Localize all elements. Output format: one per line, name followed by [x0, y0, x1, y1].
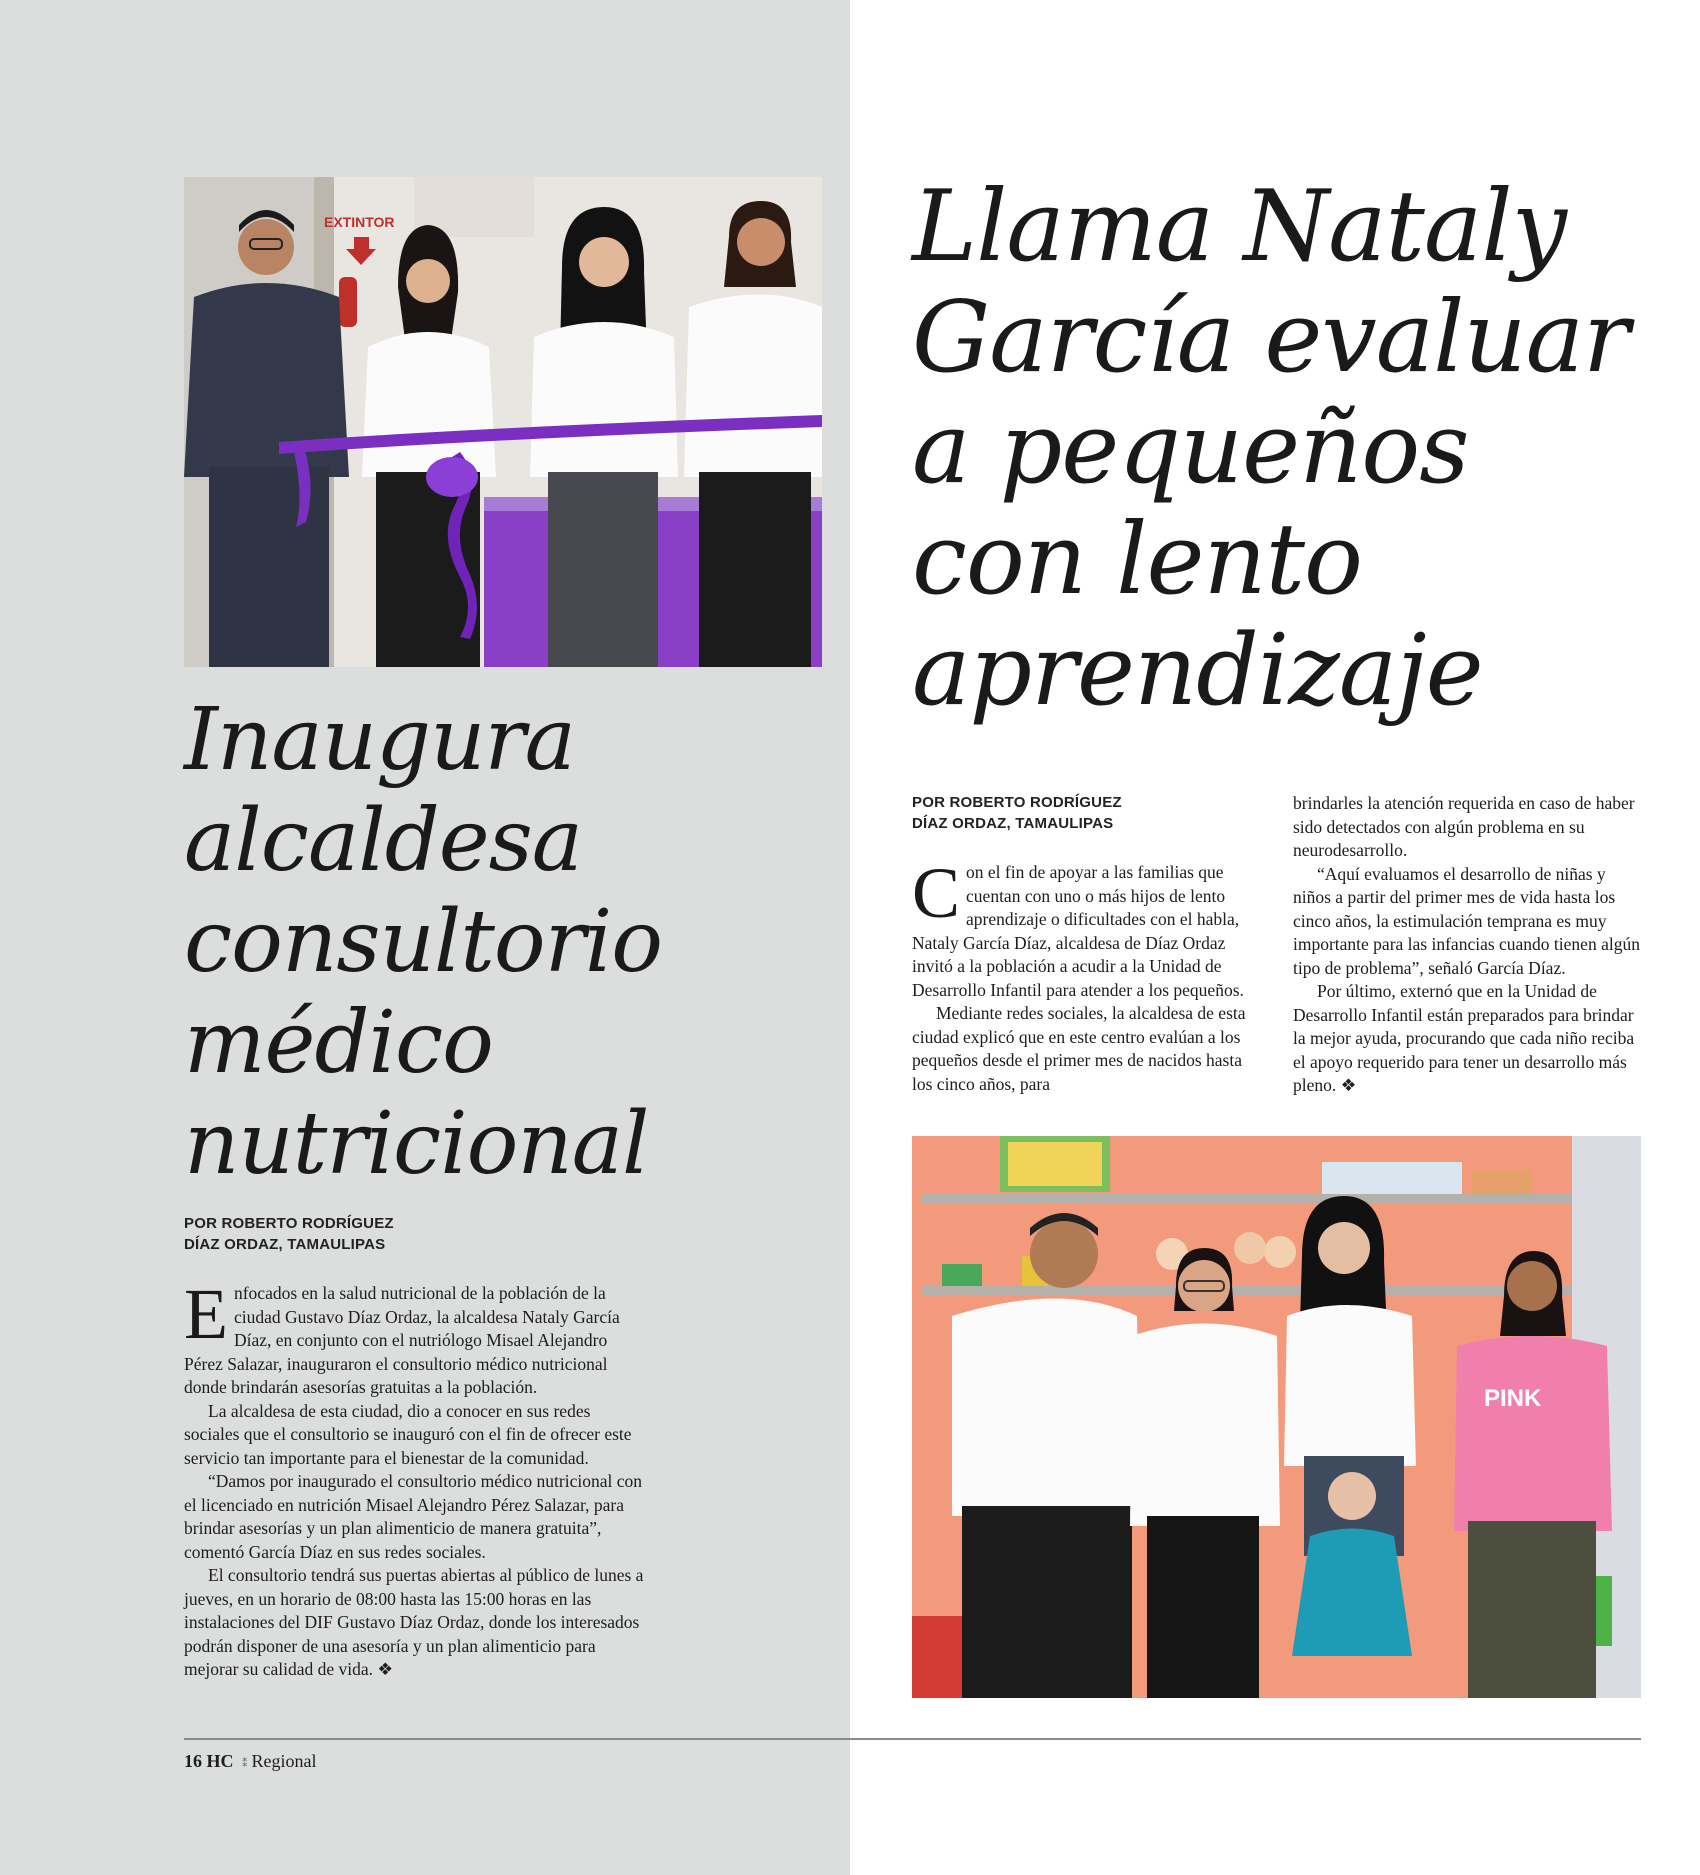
publication-name: HC [206, 1751, 234, 1771]
right-article-column-2 [1293, 792, 1641, 1098]
dropcap: E [184, 1274, 228, 1354]
left-article-headline: Inaugura alcaldesa consultorio médico nutricional [184, 690, 663, 1194]
dropcap: C [912, 853, 961, 933]
body-paragraph: Con el fin de apoyar a las familias que cuentan con uno o más hijos de lento aprendizaje o dificultades con el habla, Nataly García Díaz, alcaldesa de Díaz Ordaz invitó a la población a acudir a la Unidad de Desarrollo Infantil para atender a los pequeños. [912, 853, 1244, 1000]
left-article-byline: POR ROBERTO RODRÍGUEZ DÍAZ ORDAZ, TAMAULIPAS [184, 1215, 394, 1253]
section-name: Regional [251, 1751, 317, 1771]
extintor-sign: EXTINTOR [324, 214, 395, 230]
body-paragraph: El consultorio tendrá sus puertas abiertas al público de lunes a jueves, en un horario de 08:00 hasta las 15:00 horas en las instalaciones del DIF Gustavo Díaz Ordaz, donde los interesados podrán disponer de una asesoría y un plan alimenticio para mejorar su calidad de vida. ❖ [184, 1565, 644, 1679]
page-number: 16 [184, 1751, 202, 1771]
body-paragraph: “Damos por inaugurado el consultorio médico nutricional con el licenciado en nutrición Misael Alejandro Pérez Salazar, para brindar asesorías y un plan alimenticio de manera gratuita”, comentó García Díaz en sus redes sociales. [184, 1471, 642, 1562]
body-paragraph: Enfocados en la salud nutricional de la población de la ciudad Gustavo Díaz Ordaz, la alcaldesa Nataly García Díaz, en conjunto con el nutriólogo Misael Alejandro Pérez Salazar, inauguraron el consultorio médico nutricional donde brindarán asesorías gratuitas a la población. [184, 1274, 620, 1397]
separator-icon: ⁑ [242, 1758, 248, 1770]
shirt-text: PINK [1484, 1385, 1542, 1412]
body-paragraph: Por último, externó que en la Unidad de Desarrollo Infantil están preparados para brindar la mejor ayuda, procurando que cada niño reciba el apoyo requerido para tener un desarrollo más pleno. ❖ [1293, 981, 1635, 1095]
body-paragraph: “Aquí evaluamos el desarrollo de niñas y niños a partir del primer mes de vida hasta los cinco años, la estimulación temprana es muy importante para las infancias cuando tienen algún tipo de problema”, señaló García Díaz. [1293, 863, 1640, 978]
body-paragraph: brindarles la atención requerida en caso de haber sido detectados con algún problema en su neurodesarrollo. [1293, 793, 1635, 860]
left-article-body [184, 1274, 650, 1682]
right-article-byline: POR ROBERTO RODRÍGUEZ DÍAZ ORDAZ, TAMAULIPAS [912, 794, 1122, 832]
page-footer [184, 1749, 317, 1776]
footer-rule [184, 1738, 1641, 1740]
right-article-column-1 [912, 853, 1260, 1096]
right-article-headline: Llama Nataly García evaluar a pequeños con lento aprendizaje [912, 170, 1629, 728]
ribbon-cutting-photo [184, 177, 822, 667]
group-photo [912, 1136, 1641, 1698]
body-paragraph: La alcaldesa de esta ciudad, dio a conocer en sus redes sociales que el consultorio se inauguró con el fin de ofrecer este servicio tan importante para el bienestar de la comunidad. [184, 1400, 632, 1468]
body-paragraph: Mediante redes sociales, la alcaldesa de esta ciudad explicó que en este centro evalúan a los pequeños desde el primer mes de nacidos hasta los cinco años, para [912, 1003, 1246, 1094]
